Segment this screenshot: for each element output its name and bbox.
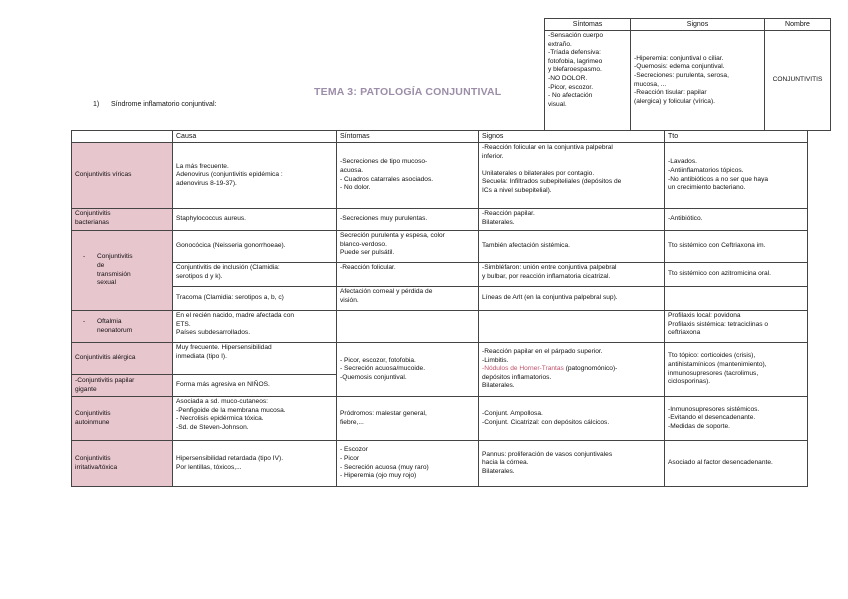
row-label-alergica: Conjuntivitis alérgica	[72, 343, 173, 375]
summary-table	[544, 18, 831, 131]
table-row	[72, 143, 808, 209]
cell-causa: Forma más agresiva en NIÑOS.	[173, 375, 337, 397]
summary-header-sintomas: Síntomas	[545, 19, 631, 31]
cell-tto: Profilaxis local: povidona Profilaxis sistémica: tetraciclinas o ceftriaxona	[665, 311, 808, 343]
cell-sintomas: Afectación corneal y pérdida de visión.	[337, 287, 479, 311]
row-label-irritativa: Conjuntivitis irritativa/tóxica	[72, 441, 173, 487]
cell-sintomas: Secreción purulenta y espesa, color blanco-verdoso. Puede ser pulsátil.	[337, 231, 479, 263]
cell-tto: Tto sistémico con Ceftriaxona im.	[665, 231, 808, 263]
cell-signos: También afectación sistémica.	[479, 231, 665, 263]
table-row	[72, 397, 808, 441]
cell-causa: Gonocócica (Neisseria gonorrhoeae).	[173, 231, 337, 263]
cell-signos: Líneas de Arlt (en la conjuntiva palpebral sup).	[479, 287, 665, 311]
section-number: 1)	[93, 101, 100, 108]
cell-tto: Asociado al factor desencadenante.	[665, 441, 808, 487]
cell-signos	[479, 343, 665, 397]
table-row	[72, 231, 808, 263]
section-label: Síndrome inflamatorio conjuntival:	[111, 101, 217, 108]
cell-tto: Tto tópico: corticoides (crisis), antihistamínicos (mantenimiento), inmunosupresores (tacrolimus, ciclosporinas).	[665, 343, 808, 397]
row-label-bacterianas: Conjuntivitis bacterianas	[72, 209, 173, 231]
section-heading	[93, 101, 216, 108]
cell-sintomas: Pródromos: malestar general, fiebre,...	[337, 397, 479, 441]
summary-header-signos: Signos	[631, 19, 765, 31]
cell-causa: Tracoma (Clamidia: serotipos a, b, c)	[173, 287, 337, 311]
cell-signos: -Reacción folicular en la conjuntiva palpebral inferior. Unilaterales o bilaterales por contagio. Secuela: Infiltrados subepiteliales (depósitos de ICs a nivel subepitelial).	[479, 143, 665, 209]
bullet-dash: -	[83, 253, 86, 261]
row-label-ets	[72, 231, 173, 311]
row-label-papilar: -Conjuntivitis papilar gigante	[72, 375, 173, 397]
cell-tto: -Lavados. -Antiinflamatorios tópicos. -No antibióticos a no ser que haya un crecimiento bacteriano.	[665, 143, 808, 209]
table-row	[72, 287, 808, 311]
table-row	[72, 343, 808, 375]
cell-sintomas: -Secreciones muy purulentas.	[337, 209, 479, 231]
cell-causa: Hipersensibilidad retardada (tipo IV). Por lentillas, tóxicos,...	[173, 441, 337, 487]
horner-trantas-highlight: -Nódulos de Horner-Trantas	[482, 365, 564, 373]
summary-signos: -Hiperemia: conjuntival o ciliar. -Quemosis: edema conjuntival. -Secreciones: purulenta, serosa, mucosa, ... -Reacción tisular: papilar (alergica) y folicular (vírica).	[631, 31, 765, 131]
cell-causa: Asociada a sd. muco-cutaneos: -Penfigoide de la membrana mucosa. - Necrolisis epidérmica tóxica. -Sd. de Steven-Johnson.	[173, 397, 337, 441]
table-row	[72, 263, 808, 287]
cell-causa: Staphylococcus aureus.	[173, 209, 337, 231]
table-row	[72, 441, 808, 487]
cell-causa: Muy frecuente. Hipersensibilidad inmediata (tipo I).	[173, 343, 337, 375]
cell-causa: La más frecuente. Adenovirus (conjuntivitis epidémica : adenovirus 8-19-37).	[173, 143, 337, 209]
cell-tto: -Inmunosupresores sistémicos. -Evitando el desencadenante. -Medidas de soporte.	[665, 397, 808, 441]
cell-sintomas: -Secreciones de tipo mucoso- acuosa. - Cuadros catarrales asociados. - No dolor.	[337, 143, 479, 209]
cell-sintomas	[337, 311, 479, 343]
page-title: TEMA 3: PATOLOGÍA CONJUNTIVAL	[314, 86, 502, 98]
cell-sintomas: - Escozor - Picor - Secreción acuosa (muy raro) - Hiperemia (ojo muy rojo)	[337, 441, 479, 487]
bullet-dash: -	[83, 317, 86, 325]
cell-signos: -Reacción papilar. Bilaterales.	[479, 209, 665, 231]
table-row	[72, 209, 808, 231]
header-sintomas: Síntomas	[337, 131, 479, 143]
row-label-oftalmia-text: Oftalmia neonatorum	[97, 317, 133, 334]
cell-signos: -Simbléfaron: unión entre conjuntiva palpebral y bulbar, por reacción inflamatoria cicatrizal.	[479, 263, 665, 287]
table-row	[72, 311, 808, 343]
row-label-autoinmune: Conjuntivitis autoinmune	[72, 397, 173, 441]
conjunctivitis-table	[71, 130, 808, 487]
summary-header-nombre: Nombre	[765, 19, 831, 31]
header-signos: Signos	[479, 131, 665, 143]
cell-signos: Pannus: proliferación de vasos conjuntivales hacia la córnea. Bilaterales.	[479, 441, 665, 487]
row-label-ets-text: Conjuntivitis de transmisión sexual	[97, 253, 133, 287]
signos-text-a: -Reacción papilar en el párpado superior. -Limbitis.	[482, 348, 603, 364]
summary-nombre: CONJUNTIVITIS	[765, 31, 831, 131]
row-label-viricas: Conjuntivitis víricas	[72, 143, 173, 209]
cell-signos	[479, 311, 665, 343]
cell-sintomas: -Reacción folicular.	[337, 263, 479, 287]
row-label-oftalmia	[72, 311, 173, 343]
cell-sintomas: - Picor, escozor, fotofobia. - Secreción acuosa/mucoide. -Quemosis conjuntival.	[337, 343, 479, 397]
cell-causa: En el recién nacido, madre afectada con ETS. Países subdesarrollados.	[173, 311, 337, 343]
cell-tto: Tto sistémico con azitromicina oral.	[665, 263, 808, 287]
cell-causa: Conjuntivitis de inclusión (Clamidia: serotipos d y k).	[173, 263, 337, 287]
header-causa: Causa	[173, 131, 337, 143]
header-tto: Tto	[665, 131, 808, 143]
cell-tto	[665, 287, 808, 311]
header-empty	[72, 131, 173, 143]
cell-tto: -Antibiótico.	[665, 209, 808, 231]
signos-text-b: (patognomónico)- depósitos inflamatorios. Bilaterales.	[482, 365, 618, 390]
summary-sintomas: -Sensación cuerpo extraño. -Tríada defensiva: fotofobia, lagrimeo y blefaroespasmo. -NO DOLOR. -Picor, escozor. - No afectación visual.	[545, 31, 631, 131]
cell-signos: -Conjunt. Ampollosa. -Conjunt. Cicatrizal: con depósitos cálcicos.	[479, 397, 665, 441]
